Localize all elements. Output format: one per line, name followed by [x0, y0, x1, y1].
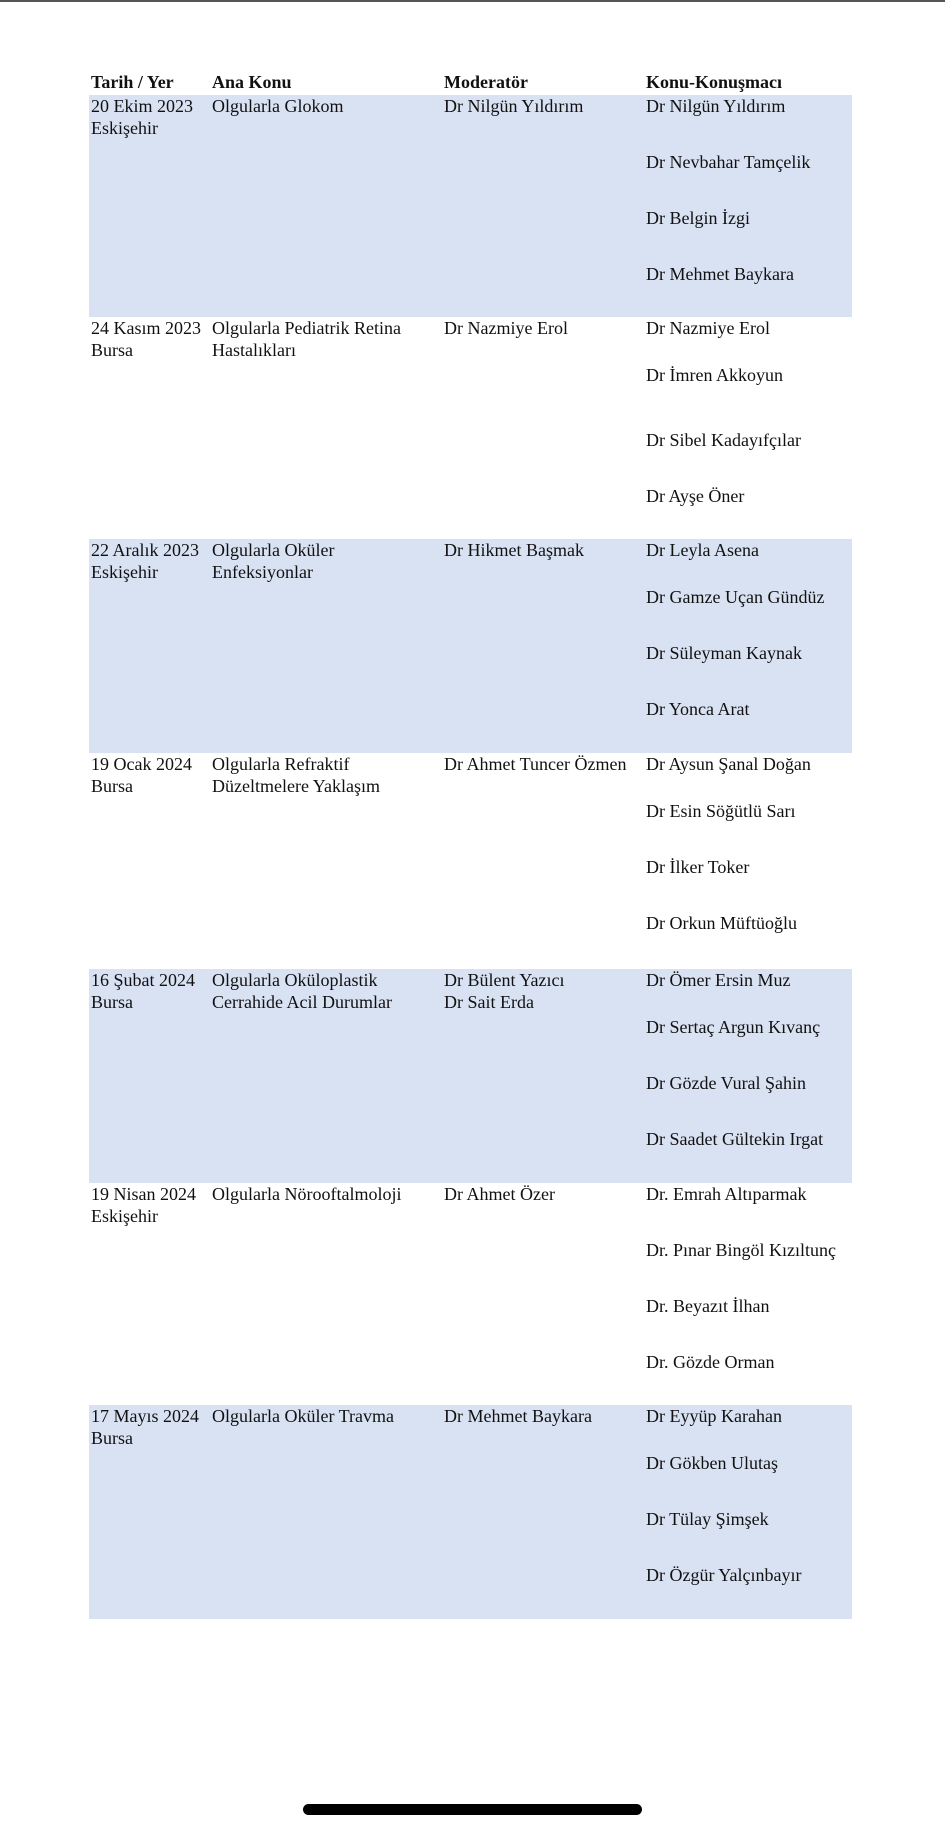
- speaker-name: Dr. Emrah Altıparmak: [646, 1184, 807, 1204]
- main-topic-cell: [210, 1183, 442, 1405]
- table-row: [89, 1183, 852, 1405]
- speaker-name: Dr Ömer Ersin Muz: [646, 970, 791, 990]
- event-date: 24 Kasım 2023: [91, 318, 201, 338]
- event-place: Eskişehir: [91, 1206, 158, 1226]
- event-place: Eskişehir: [91, 562, 158, 582]
- speaker-name: Dr Gözde Vural Şahin: [646, 1073, 807, 1093]
- speaker-name: Dr. Pınar Bingöl Kızıltunç: [646, 1240, 836, 1260]
- speaker-name: Dr Leyla Asena: [646, 540, 759, 560]
- table-row: [89, 539, 852, 753]
- main-topic-line: Cerrahide Acil Durumlar: [212, 992, 392, 1012]
- speakers-cell: [644, 1183, 852, 1405]
- event-date: 22 Aralık 2023: [91, 540, 199, 560]
- moderator-name: Dr Ahmet Tuncer Özmen: [444, 754, 627, 774]
- speaker-name: Dr İmren Akkoyun: [646, 365, 783, 385]
- table-row: [89, 969, 852, 1183]
- speakers-cell: [644, 317, 852, 539]
- main-topic-cell: [210, 969, 442, 1183]
- speaker-name: Dr Tülay Şimşek: [646, 1509, 769, 1529]
- speaker-name: Dr. Beyazıt İlhan: [646, 1296, 770, 1316]
- moderator-cell: [442, 1183, 644, 1405]
- speakers-cell: [644, 969, 852, 1183]
- event-place: Bursa: [91, 992, 133, 1012]
- main-topic-line: Olgularla Nörooftalmoloji: [212, 1184, 402, 1204]
- moderator-name: Dr Nazmiye Erol: [444, 318, 568, 338]
- speaker-name: Dr Nilgün Yıldırım: [646, 96, 786, 116]
- speakers-cell: [644, 1405, 852, 1619]
- table-row: [89, 1405, 852, 1619]
- speakers-cell: [644, 95, 852, 317]
- moderator-name: Dr Mehmet Baykara: [444, 1406, 592, 1426]
- moderator-name: Dr Ahmet Özer: [444, 1184, 555, 1204]
- main-topic-line: Düzeltmelere Yaklaşım: [212, 776, 380, 796]
- main-topic-cell: [210, 317, 442, 539]
- header-date-place: Tarih / Yer: [91, 72, 174, 92]
- main-topic-cell: [210, 753, 442, 969]
- main-topic-cell: [210, 539, 442, 753]
- date-place-cell: [89, 95, 210, 317]
- speaker-name: Dr Belgin İzgi: [646, 208, 750, 228]
- speaker-name: Dr Sertaç Argun Kıvanç: [646, 1017, 821, 1037]
- top-divider: [0, 0, 945, 2]
- speaker-name: Dr Süleyman Kaynak: [646, 643, 802, 663]
- speaker-name: Dr. Gözde Orman: [646, 1352, 775, 1372]
- moderator-name: Dr Hikmet Başmak: [444, 540, 584, 560]
- main-topic-line: Olgularla Pediatrik Retina: [212, 318, 401, 338]
- speaker-name: Dr Aysun Şanal Doğan: [646, 754, 811, 774]
- speakers-cell: [644, 539, 852, 753]
- speaker-name: Dr Nevbahar Tamçelik: [646, 152, 811, 172]
- speaker-name: Dr Nazmiye Erol: [646, 318, 770, 338]
- main-topic-cell: [210, 1405, 442, 1619]
- speaker-name: Dr Mehmet Baykara: [646, 264, 794, 284]
- speaker-name: Dr Sibel Kadayıfçılar: [646, 430, 801, 450]
- moderator-cell: [442, 317, 644, 539]
- event-date: 19 Ocak 2024: [91, 754, 192, 774]
- speaker-name: Dr Eyyüp Karahan: [646, 1406, 782, 1426]
- event-date: 20 Ekim 2023: [91, 96, 193, 116]
- date-place-cell: [89, 317, 210, 539]
- moderator-name: Dr Nilgün Yıldırım: [444, 96, 584, 116]
- main-topic-cell: [210, 95, 442, 317]
- date-place-cell: [89, 753, 210, 969]
- event-date: 19 Nisan 2024: [91, 1184, 196, 1204]
- speaker-name: Dr Esin Söğütlü Sarı: [646, 801, 796, 821]
- table-row: [89, 753, 852, 969]
- main-topic-line: Olgularla Oküler Travma: [212, 1406, 394, 1426]
- date-place-cell: [89, 969, 210, 1183]
- moderator-cell: [442, 753, 644, 969]
- main-topic-line: Olgularla Glokom: [212, 96, 344, 116]
- header-speakers: Konu-Konuşmacı: [646, 72, 783, 92]
- header-moderator: Moderatör: [444, 72, 528, 92]
- speakers-cell: [644, 753, 852, 969]
- moderator-name: Dr Bülent Yazıcı: [444, 970, 565, 990]
- main-topic-line: Enfeksiyonlar: [212, 562, 313, 582]
- moderator-name: Dr Sait Erda: [444, 992, 534, 1012]
- table-header-row: [89, 69, 852, 95]
- speaker-name: Dr Ayşe Öner: [646, 486, 745, 506]
- event-place: Bursa: [91, 1428, 133, 1448]
- moderator-cell: [442, 969, 644, 1183]
- speaker-name: Dr Gökben Ulutaş: [646, 1453, 778, 1473]
- main-topic-line: Olgularla Oküloplastik: [212, 970, 378, 990]
- main-topic-line: Hastalıkları: [212, 340, 296, 360]
- table-row: [89, 317, 852, 539]
- speaker-name: Dr İlker Toker: [646, 857, 750, 877]
- date-place-cell: [89, 1183, 210, 1405]
- speaker-name: Dr Orkun Müftüoğlu: [646, 913, 797, 933]
- home-indicator-bar[interactable]: [303, 1804, 642, 1815]
- event-place: Eskişehir: [91, 118, 158, 138]
- event-place: Bursa: [91, 340, 133, 360]
- table-body: [89, 95, 852, 1619]
- event-place: Bursa: [91, 776, 133, 796]
- table-row: [89, 95, 852, 317]
- speaker-name: Dr Özgür Yalçınbayır: [646, 1565, 802, 1585]
- speaker-name: Dr Gamze Uçan Gündüz: [646, 587, 825, 607]
- date-place-cell: [89, 539, 210, 753]
- date-place-cell: [89, 1405, 210, 1619]
- speaker-name: Dr Saadet Gültekin Irgat: [646, 1129, 824, 1149]
- schedule-table: [89, 69, 852, 1619]
- moderator-cell: [442, 539, 644, 753]
- moderator-cell: [442, 95, 644, 317]
- event-date: 16 Şubat 2024: [91, 970, 196, 990]
- main-topic-line: Olgularla Refraktif: [212, 754, 350, 774]
- moderator-cell: [442, 1405, 644, 1619]
- header-main-topic: Ana Konu: [212, 72, 292, 92]
- main-topic-line: Olgularla Oküler: [212, 540, 335, 560]
- event-date: 17 Mayıs 2024: [91, 1406, 199, 1426]
- speaker-name: Dr Yonca Arat: [646, 699, 750, 719]
